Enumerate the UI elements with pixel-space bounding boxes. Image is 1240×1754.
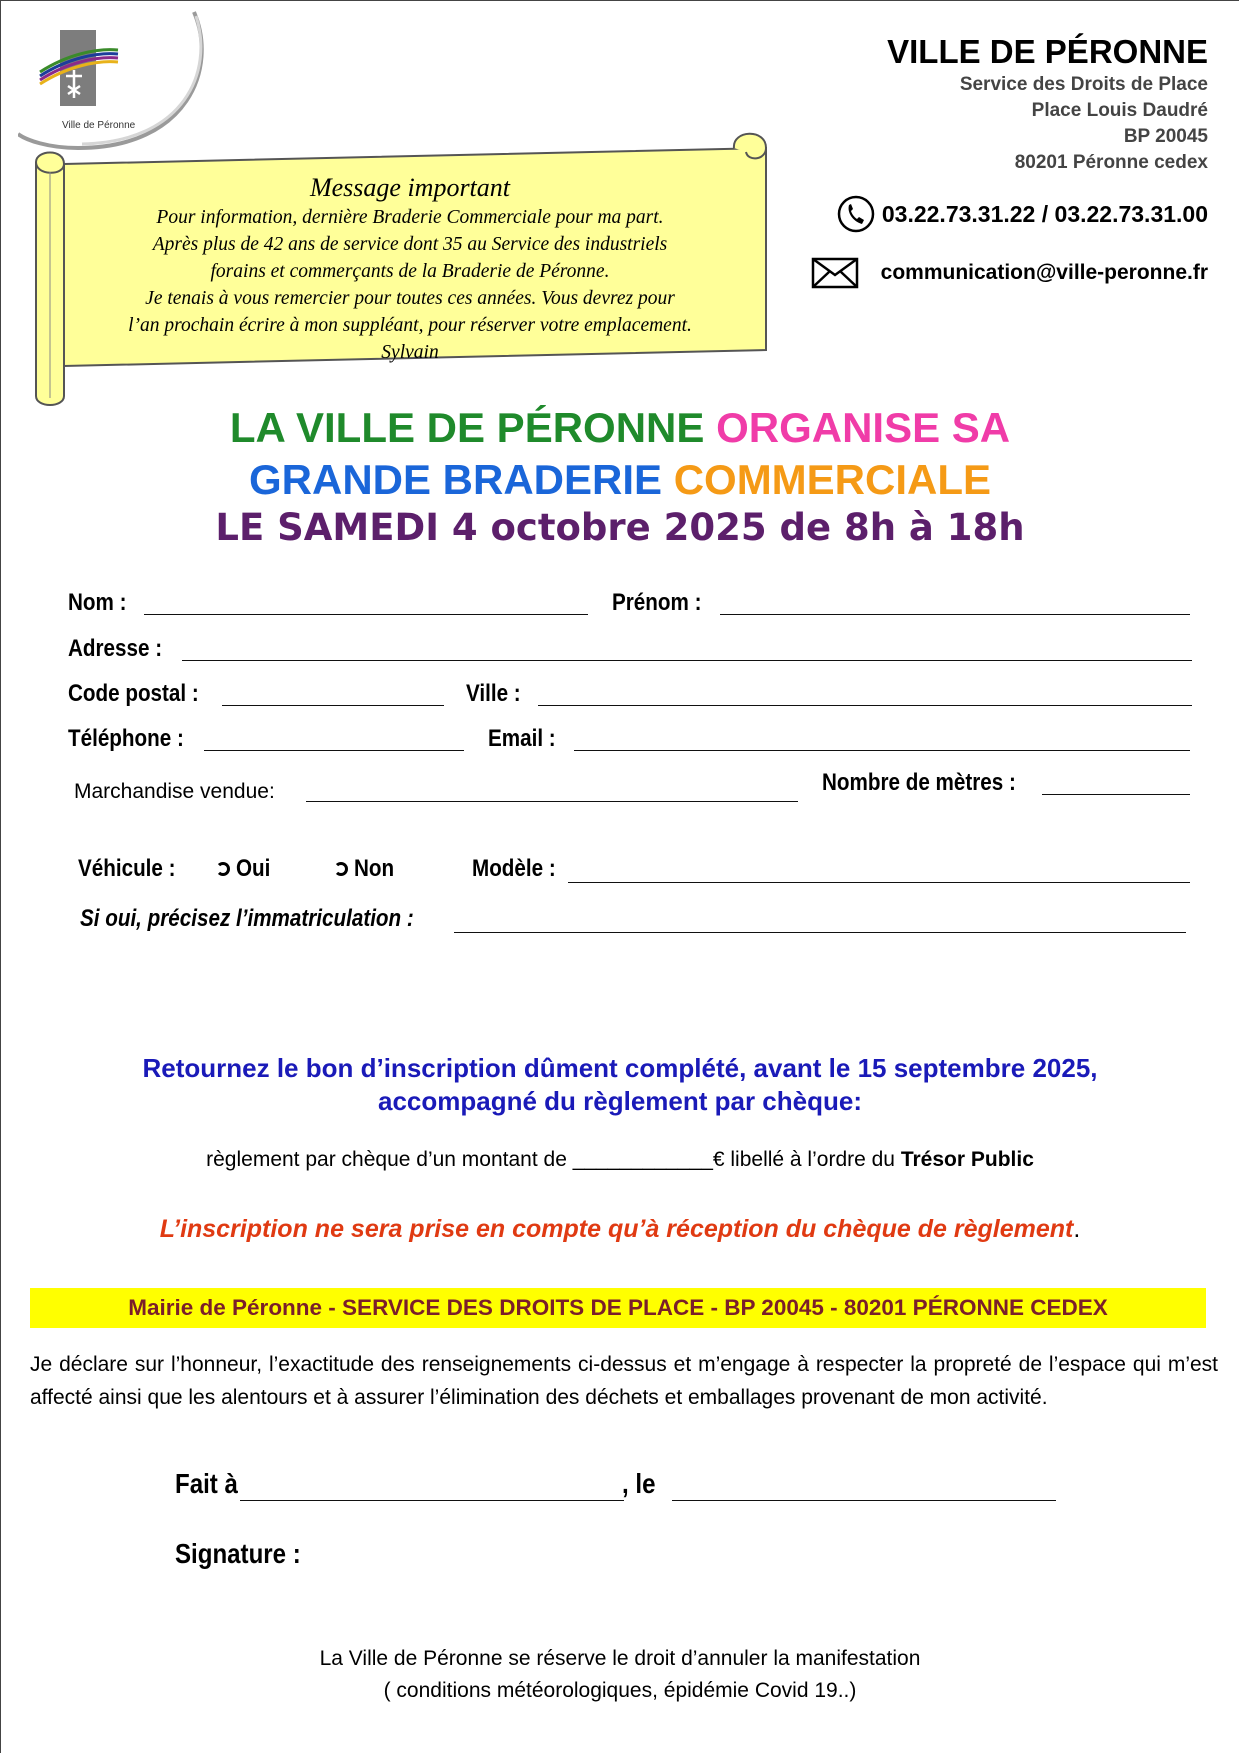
prenom-field[interactable] (720, 614, 1190, 615)
marchandise-label: Marchandise vendue: (74, 780, 275, 803)
fait-a-field[interactable] (240, 1500, 624, 1501)
email-label: Email : (488, 725, 556, 752)
signature-label: Signature : (175, 1538, 301, 1569)
immatriculation-field[interactable] (454, 932, 1186, 933)
date-label: , le (622, 1468, 656, 1499)
nom-field[interactable] (144, 614, 588, 615)
return-notice-line-1: Retournez le bon d’inscription dûment complété, avant le 15 septembre 2025, (142, 1053, 1098, 1083)
message-line: Après plus de 42 ans de service dont 35 au Service des industriels (152, 234, 668, 255)
metres-label: Nombre de mètres : (822, 769, 1016, 796)
email-field[interactable] (574, 750, 1190, 751)
non-label: Non (354, 855, 395, 882)
message-line: forains et commerçants de la Braderie de Péronne. (210, 261, 610, 282)
event-date: LE SAMEDI 4 octobre 2025 de 8h à 18h (215, 506, 1025, 549)
vehicule-label: Véhicule : (78, 855, 176, 882)
nom-label: Nom : (68, 589, 127, 616)
telephone-field[interactable] (204, 750, 464, 751)
return-notice-line-2: accompagné du règlement par chèque: (377, 1086, 862, 1116)
vehicule-oui-radio[interactable] (216, 854, 276, 884)
headline-commerciale: COMMERCIALE (673, 456, 992, 503)
cheque-suffix: € libellé à l’ordre du (712, 1148, 895, 1171)
payment-warning (0, 1213, 1240, 1245)
adresse-field[interactable] (182, 660, 1192, 661)
headline-line-2 (0, 454, 1240, 506)
cheque-line (0, 1146, 1240, 1174)
date-field[interactable] (672, 1500, 1056, 1501)
footer-disclaimer (0, 1643, 1240, 1707)
logo-caption: Ville de Péronne (62, 120, 136, 131)
adresse-label: Adresse : (68, 635, 163, 662)
ville-label: Ville : (466, 680, 521, 707)
postal-city: 80201 Péronne cedex (1014, 152, 1208, 173)
message-signature: Sylvain (381, 342, 439, 363)
warning-period: . (1073, 1215, 1081, 1243)
po-box: BP 20045 (1123, 126, 1208, 147)
headline-organise: ORGANISE SA (716, 404, 1011, 451)
declaration-text: Je déclare sur l’honneur, l’exactitude des renseignements ci-dessus et m’engage à respecter la propreté de l’espace qui m’est affecté ainsi que les alentours et à assurer l’élimination des déchets et emballages provenant de mon activité. (30, 1353, 1218, 1409)
email-row (811, 256, 1208, 290)
cheque-prefix: règlement par chèque d’un montant de (206, 1148, 567, 1171)
immatriculation-label: Si oui, précisez l’immatriculation : (80, 905, 414, 932)
service-name: Service des Droits de Place (959, 74, 1208, 95)
cheque-amount-field[interactable]: ____________ (572, 1148, 713, 1171)
fait-a-label: Fait à (175, 1468, 238, 1499)
phone-icon (836, 194, 876, 234)
marchandise-field[interactable] (306, 801, 798, 802)
header-contact-block (887, 32, 1208, 176)
oui-label: Oui (236, 855, 271, 882)
footer-line-1: La Ville de Péronne se réserve le droit d’annuler la manifestation (319, 1647, 921, 1670)
city-title: VILLE DE PÉRONNE (887, 33, 1208, 70)
message-text (66, 172, 754, 366)
phone-row (836, 194, 1208, 234)
metres-field[interactable] (1042, 794, 1190, 795)
phone-numbers[interactable]: 03.22.73.31.22 / 03.22.73.31.00 (881, 200, 1208, 227)
street-address: Place Louis Daudré (1031, 100, 1208, 121)
warning-text: L’inscription ne sera prise en compte qu’à réception du chèque de règlement (159, 1215, 1074, 1243)
ville-field[interactable] (538, 705, 1192, 706)
code-postal-label: Code postal : (68, 680, 199, 707)
email-address[interactable]: communication@ville-peronne.fr (880, 261, 1208, 284)
telephone-label: Téléphone : (68, 725, 184, 752)
vehicule-non-radio[interactable] (334, 854, 401, 884)
modele-label: Modèle : (472, 855, 556, 882)
modele-field[interactable] (568, 882, 1190, 883)
message-line: Je tenais à vous remercier pour toutes ces années. Vous devrez pour (145, 288, 675, 309)
mailing-address-band: Mairie de Péronne - SERVICE DES DROITS DE PLACE - BP 20045 - 80201 PÉRONNE CEDEX (30, 1288, 1206, 1328)
prenom-label: Prénom : (612, 589, 702, 616)
headline-grande-braderie: GRANDE BRADERIE (248, 456, 663, 503)
message-title: Message important (309, 173, 511, 202)
message-line: l’an prochain écrire à mon suppléant, pour réserver votre emplacement. (128, 315, 692, 336)
footer-line-2: ( conditions météorologiques, épidémie Covid 19..) (383, 1679, 857, 1702)
radio-circle-icon (216, 862, 230, 876)
headline-city: LA VILLE DE PÉRONNE (229, 404, 705, 451)
headline-line-1 (0, 402, 1240, 454)
tresor-public: Trésor Public (900, 1148, 1034, 1171)
message-line: Pour information, dernière Braderie Commerciale pour ma part. (156, 207, 664, 228)
radio-circle-icon (334, 862, 348, 876)
envelope-icon (811, 256, 859, 290)
code-postal-field[interactable] (222, 705, 444, 706)
